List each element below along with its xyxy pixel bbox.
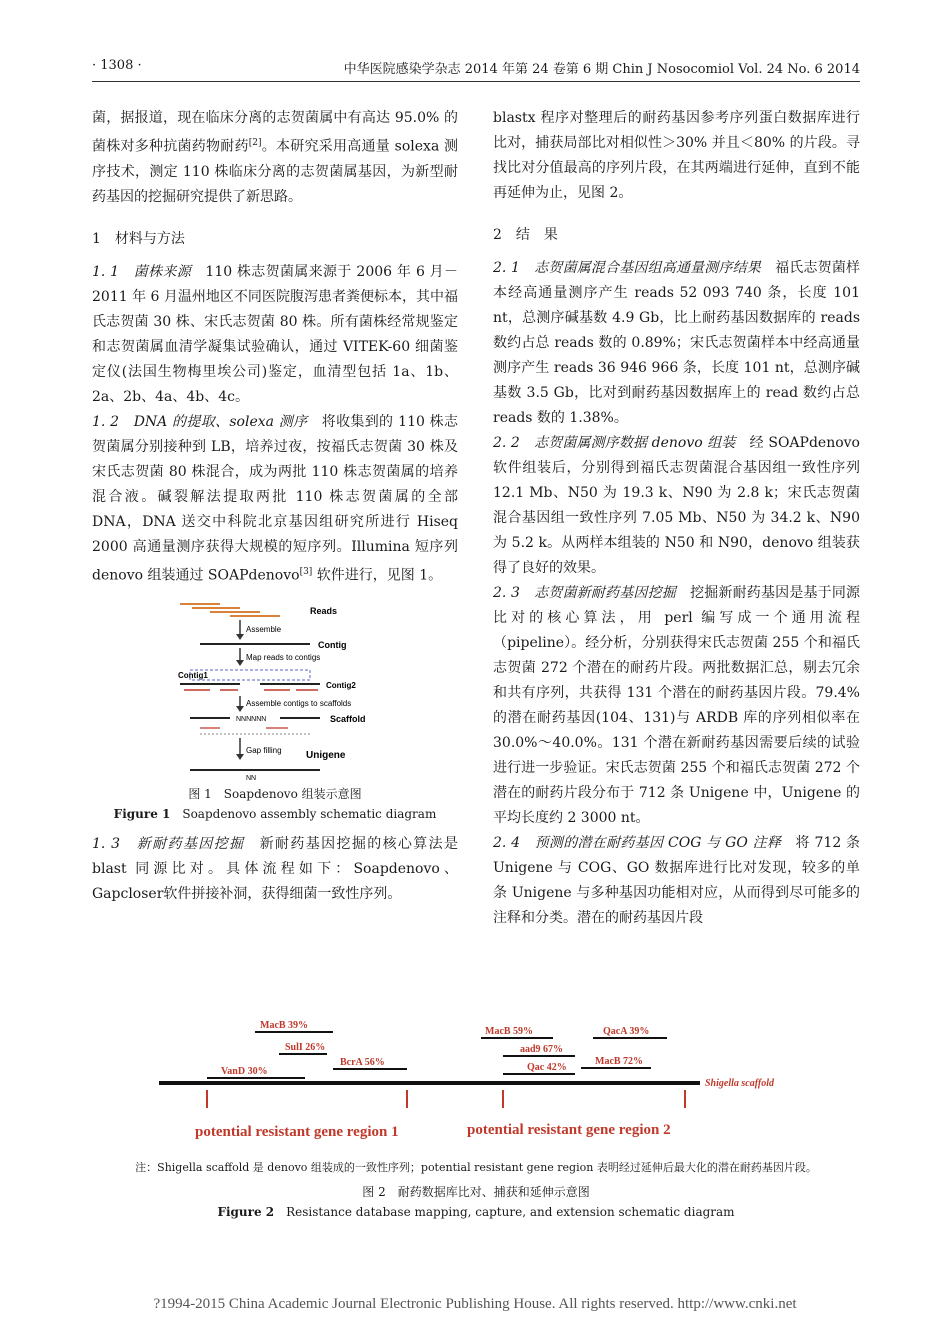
region-2-label: potential resistant gene region 2 [467,1122,671,1138]
svg-text:NNNNNN: NNNNNN [236,716,267,724]
svg-text:aad9 67%: aad9 67% [520,1044,564,1055]
svg-text:QacA 39%: QacA 39% [603,1026,650,1037]
figure-1-caption-en: Figure 1 Soapdenovo assembly schematic diagram [113,807,437,822]
section-1-heading: 1 材料与方法 [92,230,185,247]
journal-citation: 中华医院感染学杂志 2014 年第 24 卷第 6 期 Chin J Nosocomiol Vol. 24 No. 6 2014 [343,62,860,77]
svg-text:Assemble: Assemble [246,625,282,635]
section-1-2: 1. 2 DNA 的提取、solexa 测序 将收集到的 110 株志贺菌属分别接种到 LB，培养过夜，按福氏志贺菌 30 株及宋氏志贺菌 80 株混合，成为两批 110 株志贺菌属的培养混合液。碱裂解法提取两批 110 株志贺菌属的全部 DNA，DNA 送交中科院北京基因组研究所进行 Hiseq 2000 高通量测序获得大规模的短序列。Illumina 短序列 denovo 组装通过 SOAPdenovo[3] 软件进行，见图 1。 [92,413,458,584]
scaffold-label: Shigella scaffold [705,1078,774,1089]
section-2-4: 2. 4 预测的潜在耐药基因 COG 与 GO 注释 将 712 条 Unigene 与 COG、GO 数据库进行比对发现，较多的单条 Unigene 与多种基因功能相对应，从而得到尽可能多的注释和分类。潜在的耐药基因片段 [493,835,860,926]
svg-text:MacB 72%: MacB 72% [595,1056,644,1067]
section-2-1: 2. 1 志贺菌属混合基因组高通量测序结果 福氏志贺菌样本经高通量测序产生 reads 52 093 740 条，长度 101 nt，总测序碱基数 4.9 Gb，比上耐药基因数据库的 reads 数约占总 reads 数的 0.89%；宋氏志贺菌样本中经高通量测序产生 reads 36 946 966 条，长度 101 nt，总测序碱基数 3.5 Gb，比对到耐药基因数据库上的 read 数约占总 reads 数的 1.38%。 [493,260,860,426]
section-1-3: 1. 3 新耐药基因挖掘 新耐药基因挖掘的核心算法是 blast 同源比对。具体流程如下：Soapdenovo、Gapcloser软件拼接补洞，获得细菌一致性序列。 [92,836,459,903]
right-column [493,106,860,931]
intro-paragraph: 菌，据报道，现在临床分离的志贺菌属中有高达 95.0% 的菌株对多种抗菌药物耐药[2]。本研究采用高通量 solexa 测序技术，测定 110 株临床分离的志贺菌属基因，为新型耐药基因的挖掘研究提供了新思路。 [92,110,458,205]
svg-text:Contig: Contig [318,640,347,651]
svg-text:Map reads to contigs: Map reads to contigs [246,653,321,663]
region-1-label: potential resistant gene region 1 [195,1124,399,1140]
figure-1 [92,598,458,824]
figure-2-caption: 图 2 耐药数据库比对、捕获和延伸示意图 [362,1185,590,1199]
svg-text:Assemble contigs to scaffolds: Assemble contigs to scaffolds [246,699,352,709]
svg-text:SulI 26%: SulI 26% [285,1042,326,1053]
section-2-heading: 2 结 果 [493,227,558,243]
running-header [92,58,860,78]
svg-text:Gap filling: Gap filling [246,746,282,756]
svg-text:Unigene: Unigene [306,750,346,762]
svg-text:Qac 42%: Qac 42% [527,1062,567,1073]
assembly-diagram [170,598,380,784]
right-intro: blastx 程序对整理后的耐药基因参考序列蛋白数据库进行比对，捕获局部比对相似性＞30% 并且＜80% 的片段。寻找比对分值最高的序列片段，在其两端进行延伸，直到不能再延伸为止，见图 2。 [493,110,860,201]
figure-2-note: 注：Shigella scaffold 是 denovo 组装成的一致性序列；potential resistant gene region 表明经过延伸后最大化的潜在耐药基因片段。 [135,1161,817,1174]
left-column [92,106,458,907]
label-reads: Reads [310,606,338,617]
figure-2 [155,1008,795,1158]
svg-text:NN: NN [246,775,257,783]
section-2-2: 2. 2 志贺菌属测序数据 denovo 组装 经 SOAPdenovo 软件组装后，分别得到福氏志贺菌混合基因组一致性序列 12.1 Mb、N50 为 19.3 k、N90 为 2.8 k；宋氏志贺菌混合基因组一致性序列 7.05 Mb、N50 为 34.2 k、N90 为 5.2 k。从两样本组装的 N50 和 N90，denovo 组装获得了良好的效果。 [493,435,860,576]
section-1-1: 1. 1 菌株来源 110 株志贺菌属来源于 2006 年 6 月－2011 年 6 月温州地区不同医院腹泻患者粪便标本，其中福氏志贺菌 30 株、宋氏志贺菌 80 株。所有菌株经常规鉴定和志贺菌属血清学凝集试验确认，通过 VITEK-60 细菌鉴定仪(法国生物梅里埃公司)鉴定，血清型包括 1a、1b、2a、2b、4a、4b、4c。 [92,263,458,405]
svg-text:BcrA 56%: BcrA 56% [340,1057,385,1068]
svg-text:Contig2: Contig2 [326,681,356,691]
copyright-footer: ?1994-2015 China Academic Journal Electronic Publishing House. All rights reserved. http://www.cnki.net [153,1296,797,1312]
header-rule [92,81,860,82]
page-number: · 1308 · [92,58,142,73]
section-2-3: 2. 3 志贺菌新耐药基因挖掘 挖掘新耐药基因是基于同源比对的核心算法，用 perl 编写成一个通用流程（pipeline）。经分析，分别获得宋氏志贺菌 255 个和福氏志贺菌 272 个潜在的耐药片段。两批数据汇总，剔去冗余和共有序列，共获得 131 个潜在的耐药基因片段。79.4%的潜在耐药基因(104、131)与 ARDB 库的序列相似率在 30.0%～40.0%。131 个潜在新耐药基因需要后续的试验进行进一步验证。宋氏志贺菌 255 个和福氏志贺菌 272 个潜在的耐药片段分布于 712 条 Unigene 中，Unigene 的平均长度约 2 3000 nt。 [493,585,861,826]
database-mapping-diagram [155,1008,795,1158]
svg-text:Scaffold: Scaffold [330,714,366,725]
svg-text:Contig1: Contig1 [178,671,208,681]
svg-text:MacB 39%: MacB 39% [260,1020,309,1031]
svg-text:VanD 30%: VanD 30% [221,1066,268,1077]
svg-text:MacB 59%: MacB 59% [485,1026,534,1037]
figure-2-caption-en: Figure 2 Resistance database mapping, capture, and extension schematic diagram [217,1205,735,1219]
figure-1-caption: 图 1 Soapdenovo 组装示意图 [188,787,362,802]
